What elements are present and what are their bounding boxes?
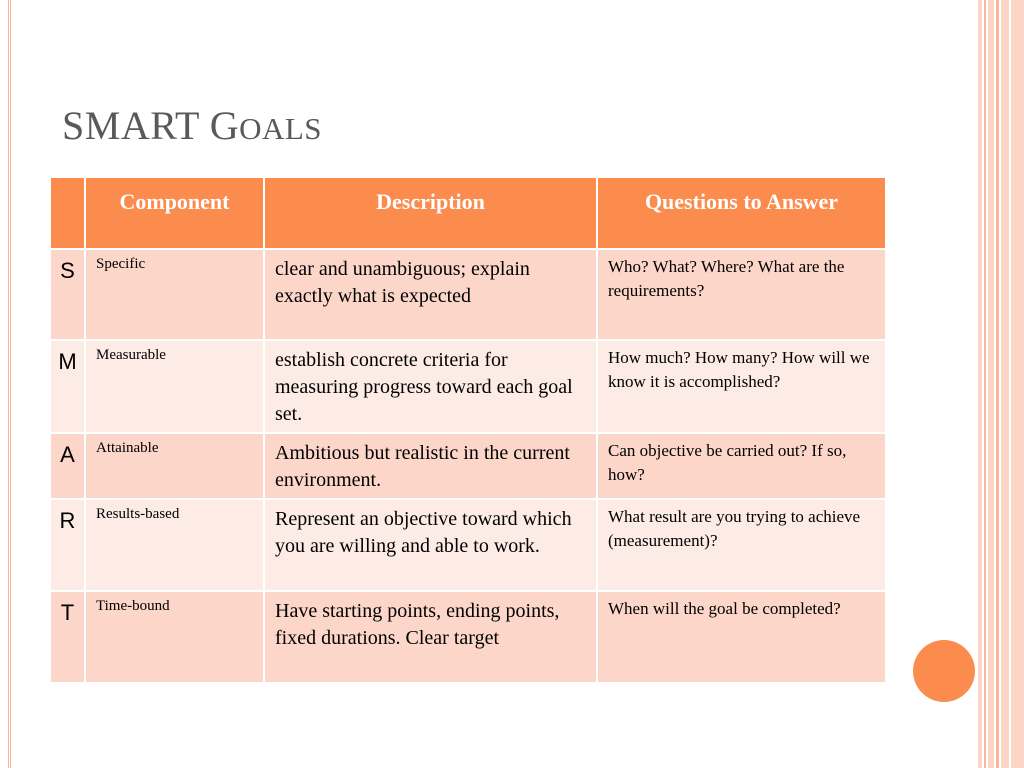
right-stripe-decoration [1011,0,1024,768]
row-description: Have starting points, ending points, fixed durations. Clear target [265,592,598,684]
title-small-caps: OALS [239,111,323,146]
row-letter: S [51,250,86,341]
smart-goals-table [51,178,887,684]
row-description: clear and unambiguous; explain exactly what is expected [265,250,598,341]
row-letter: T [51,592,86,684]
title-main: SMART G [62,103,240,148]
header-description: Description [265,178,598,250]
row-letter: A [51,434,86,500]
row-letter: M [51,341,86,434]
row-questions: Who? What? Where? What are the requirements? [598,250,887,341]
row-description: establish concrete criteria for measuring progress toward each goal set. [265,341,598,434]
table-row [51,341,887,434]
row-component: Time-bound [86,592,265,684]
table-row [51,434,887,500]
row-questions: What result are you trying to achieve (measurement)? [598,500,887,592]
row-questions: Can objective be carried out? If so, how? [598,434,887,500]
table-row [51,500,887,592]
right-stripe-decoration [984,0,986,768]
table-header-row [51,178,887,250]
row-component: Attainable [86,434,265,500]
right-stripe-decoration [996,0,999,768]
header-component: Component [86,178,265,250]
orange-circle-decoration [913,640,975,702]
table-row [51,250,887,341]
header-letter [51,178,86,250]
slide-title [62,102,322,149]
row-component: Results-based [86,500,265,592]
right-stripe-decoration [978,0,982,768]
row-questions: When will the goal be completed? [598,592,887,684]
row-description: Represent an objective toward which you are willing and able to work. [265,500,598,592]
table-row [51,592,887,684]
header-questions: Questions to Answer [598,178,887,250]
right-stripe-decoration [988,0,994,768]
left-border-decoration [8,0,11,768]
row-component: Specific [86,250,265,341]
row-letter: R [51,500,86,592]
row-component: Measurable [86,341,265,434]
row-questions: How much? How many? How will we know it is accomplished? [598,341,887,434]
right-stripe-decoration [1001,0,1009,768]
row-description: Ambitious but realistic in the current environment. [265,434,598,500]
